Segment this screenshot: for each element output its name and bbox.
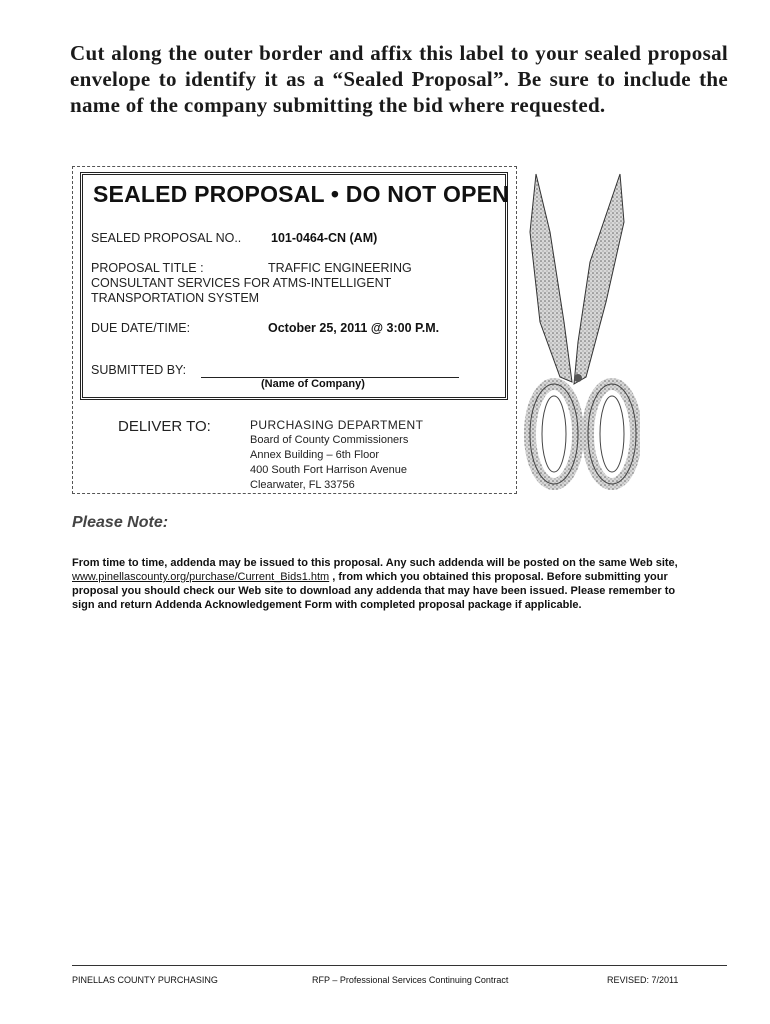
proposal-no-value: 101-0464-CN (AM) [271,231,378,245]
label-title: SEALED PROPOSAL • DO NOT OPEN [93,181,509,207]
sealed-proposal-label [80,172,508,400]
addenda-link[interactable]: www.pinellascounty.org/purchase/Current_Bids1.htm [72,571,330,583]
due-date-value: October 25, 2011 @ 3:00 P.M. [268,321,440,335]
proposal-title-line1: TRAFFIC ENGINEERING [268,261,412,275]
due-date-label: DUE DATE/TIME: [91,321,191,335]
address-line: Board of County Commissioners [250,434,409,446]
footer-divider [72,965,727,966]
address-line: Clearwater, FL 33756 [250,479,355,491]
deliver-to-label: DELIVER TO: [118,418,211,435]
instruction-paragraph: Cut along the outer border and affix this label to your sealed proposal envelope to identify it as a “Sealed Proposal”. Be sure to include the name of the company submitting the bid where requested. [70,41,728,117]
submitted-by-label: SUBMITTED BY: [91,363,187,377]
note-text-start: From time to time, addenda may be issued to this proposal. Any such addenda will be posted on the same Web site, [72,557,678,569]
note-text-end: , from which you obtained this proposal. Before submitting your proposal you should check our Web site to download any addenda that may have been issued. Please remember to sign and return Addenda Acknowledgement Form with completed proposal package if applicable. [72,571,676,611]
scissors-icon [520,172,640,492]
address-line: Annex Building – 6th Floor [250,449,380,461]
address-line: PURCHASING DEPARTMENT [250,418,424,432]
note-heading: Please Note: [72,514,169,531]
proposal-title-label: PROPOSAL TITLE : [91,261,204,275]
deliver-address [250,418,423,493]
note-body [72,556,692,612]
address-line: 400 South Fort Harrison Avenue [250,464,407,476]
proposal-title-line2: CONSULTANT SERVICES FOR ATMS-INTELLIGENT [91,276,392,290]
proposal-title-line3: TRANSPORTATION SYSTEM [91,291,260,305]
company-caption: (Name of Company) [261,378,365,390]
proposal-no-label: SEALED PROPOSAL NO.. [91,231,242,245]
footer-right: REVISED: 7/2011 [607,975,679,985]
footer-left: PINELLAS COUNTY PURCHASING [72,975,218,985]
footer-center: RFP – Professional Services Continuing Contract [312,975,509,985]
